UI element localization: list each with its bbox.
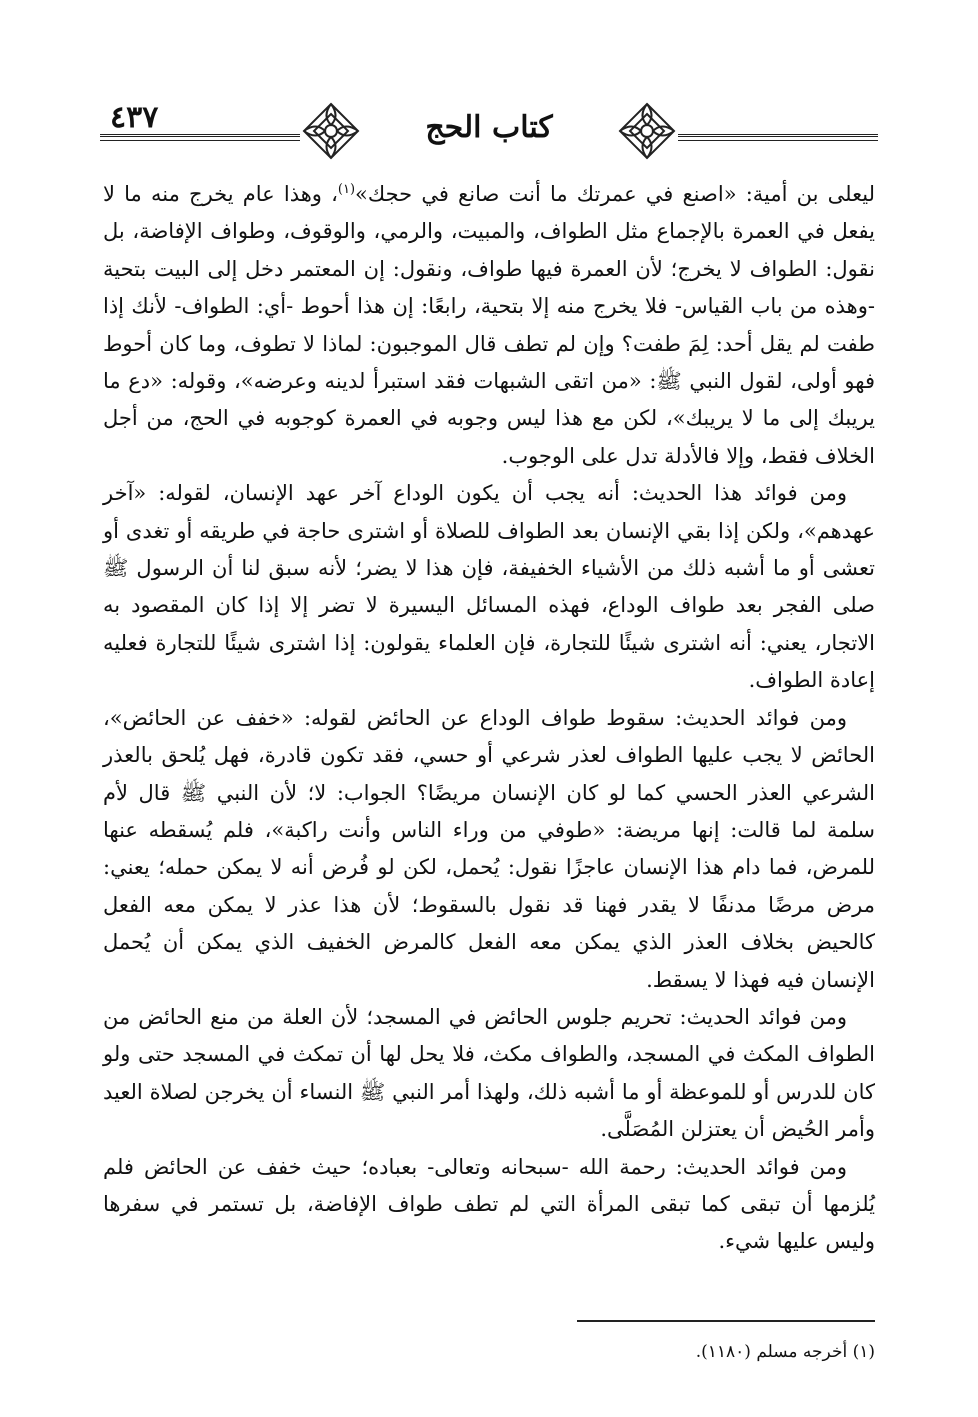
footnote: (١) أخرجه مسلم (١١٨٠). [695,1342,875,1362]
footnote-marker: (١) [337,182,356,197]
header-rule-right [678,134,878,137]
ornament-right-icon [616,100,678,162]
page-number: ٤٣٧ [110,100,159,135]
header-rule-right-thin [678,140,878,141]
paragraph: ومن فوائد الحديث: سقوط طواف الوداع عن الحائض لقوله: «خفف عن الحائض»، الحائض لا يجب عليها الطواف لعذر شرعي أو حسي، فقد تكون قادرة، فهل يُلحق بالعذر الشرعي العذر الحسي كما لو كان الإنسان مريضًا؟ الجواب: لا؛ لأن النبي ﷺ قال لأم سلمة لما قالت: إنها مريضة: «طوفي من وراء الناس وأنت راكبة»، فلم يُسقطه عنها للمرض، فما دام هذا الإنسان عاجزًا نقول: يُحمل، لكن لو فُرض أنه لا يمكن حمله؛ يعني: مرض مرضًا مدنفًا لا يقدر فهنا قد نقول بالسقوط؛ لأن هذا عذر لا يمكن معه الفعل كالحيض بخلاف العذر الذي يمكن معه الفعل كالمرض الخفيف الذي يمكن أن يُحمل الإنسان فيه فهذا لا يسقط. [103,705,875,992]
paragraph: ومن فوائد الحديث: رحمة الله -سبحانه وتعالى- بعباده؛ حيث خفف عن الحائض فلم يُلزمها أن تبقى كما تبقى المرأة التي لم تطف طواف الإفاضة، بل تستمر في سفرها وليس عليها شيء. [103,1154,875,1254]
paragraph-continued: ليعلى بن أمية: «اصنع في عمرتك ما أنت صانع في حجك»$^{(١)}$، وهذا عام يخرج منه ما لا يفعل في العمرة بالإجماع مثل الطواف، والمبيت، والرمي، والوقوف، وطواف الإفاضة، بل نقول: الطواف لا يخرج؛ لأن العمرة فيها طواف، ونقول: إن المعتمر دخل إلى البيت بتحية -وهذه من باب القياس- فلا يخرج منه إلا بتحية، رابعًا: إن هذا أحوط -أي: الطواف- لأنك إذا طفت لم يقل أحد: لِمَ طفت؟ وإن لم تطف قال الموجبون: لماذا لا تطوف، وما كان أحوط فهو أولى، لقول النبي ﷺ: «من اتقى الشبهات فقد استبرأ لدينه وعرضه»، وقوله: «دع ما يريبك إلى ما لا يريبك»، لكن مع هذا ليس وجوبه في العمرة كوجوبه في الحج، من أجل الخلاف فقط، وإلا فالأدلة تدل على الوجوب. [103,182,875,468]
paragraph: ومن فوائد هذا الحديث: أنه يجب أن يكون الوداع آخر عهد الإنسان، لقوله: «آخر عهدهم»، ولكن إذا بقي الإنسان بعد الطواف للصلاة أو اشترى حاجة في طريقه أو تغدى أو تعشى أو ما أشبه ذلك من الأشياء الخفيفة، فإن هذا لا يضر؛ لأنه سبق لنا أن الرسول ﷺ صلى الفجر بعد طواف الوداع، فهذه المسائل اليسيرة لا تضر إلا إذا كان المقصود به الاتجار، يعني: أنه اشترى شيئًا للتجارة، فإن العلماء يقولون: إذا اشترى شيئًا للتجارة فعليه إعادة الطواف. [103,481,875,693]
footnote-divider [577,1320,875,1322]
header-rule-left-thin [100,140,300,141]
ornament-left-icon [300,100,362,162]
book-title: كتاب الحج [425,110,553,145]
main-text [103,176,875,1261]
page-header [100,98,878,168]
paragraph: ومن فوائد الحديث: تحريم جلوس الحائض في المسجد؛ لأن العلة من منع الحائض من الطواف المكث في المسجد، والطواف مكث، فلا يحل لها أن تمكث في المسجد حتى ولو كان للدرس أو للموعظة أو ما أشبه ذلك، ولهذا أمر النبي ﷺ النساء أن يخرجن لصلاة العيد وأمر الحُيض أن يعتزلن المُصَلَّى. [103,1004,875,1142]
